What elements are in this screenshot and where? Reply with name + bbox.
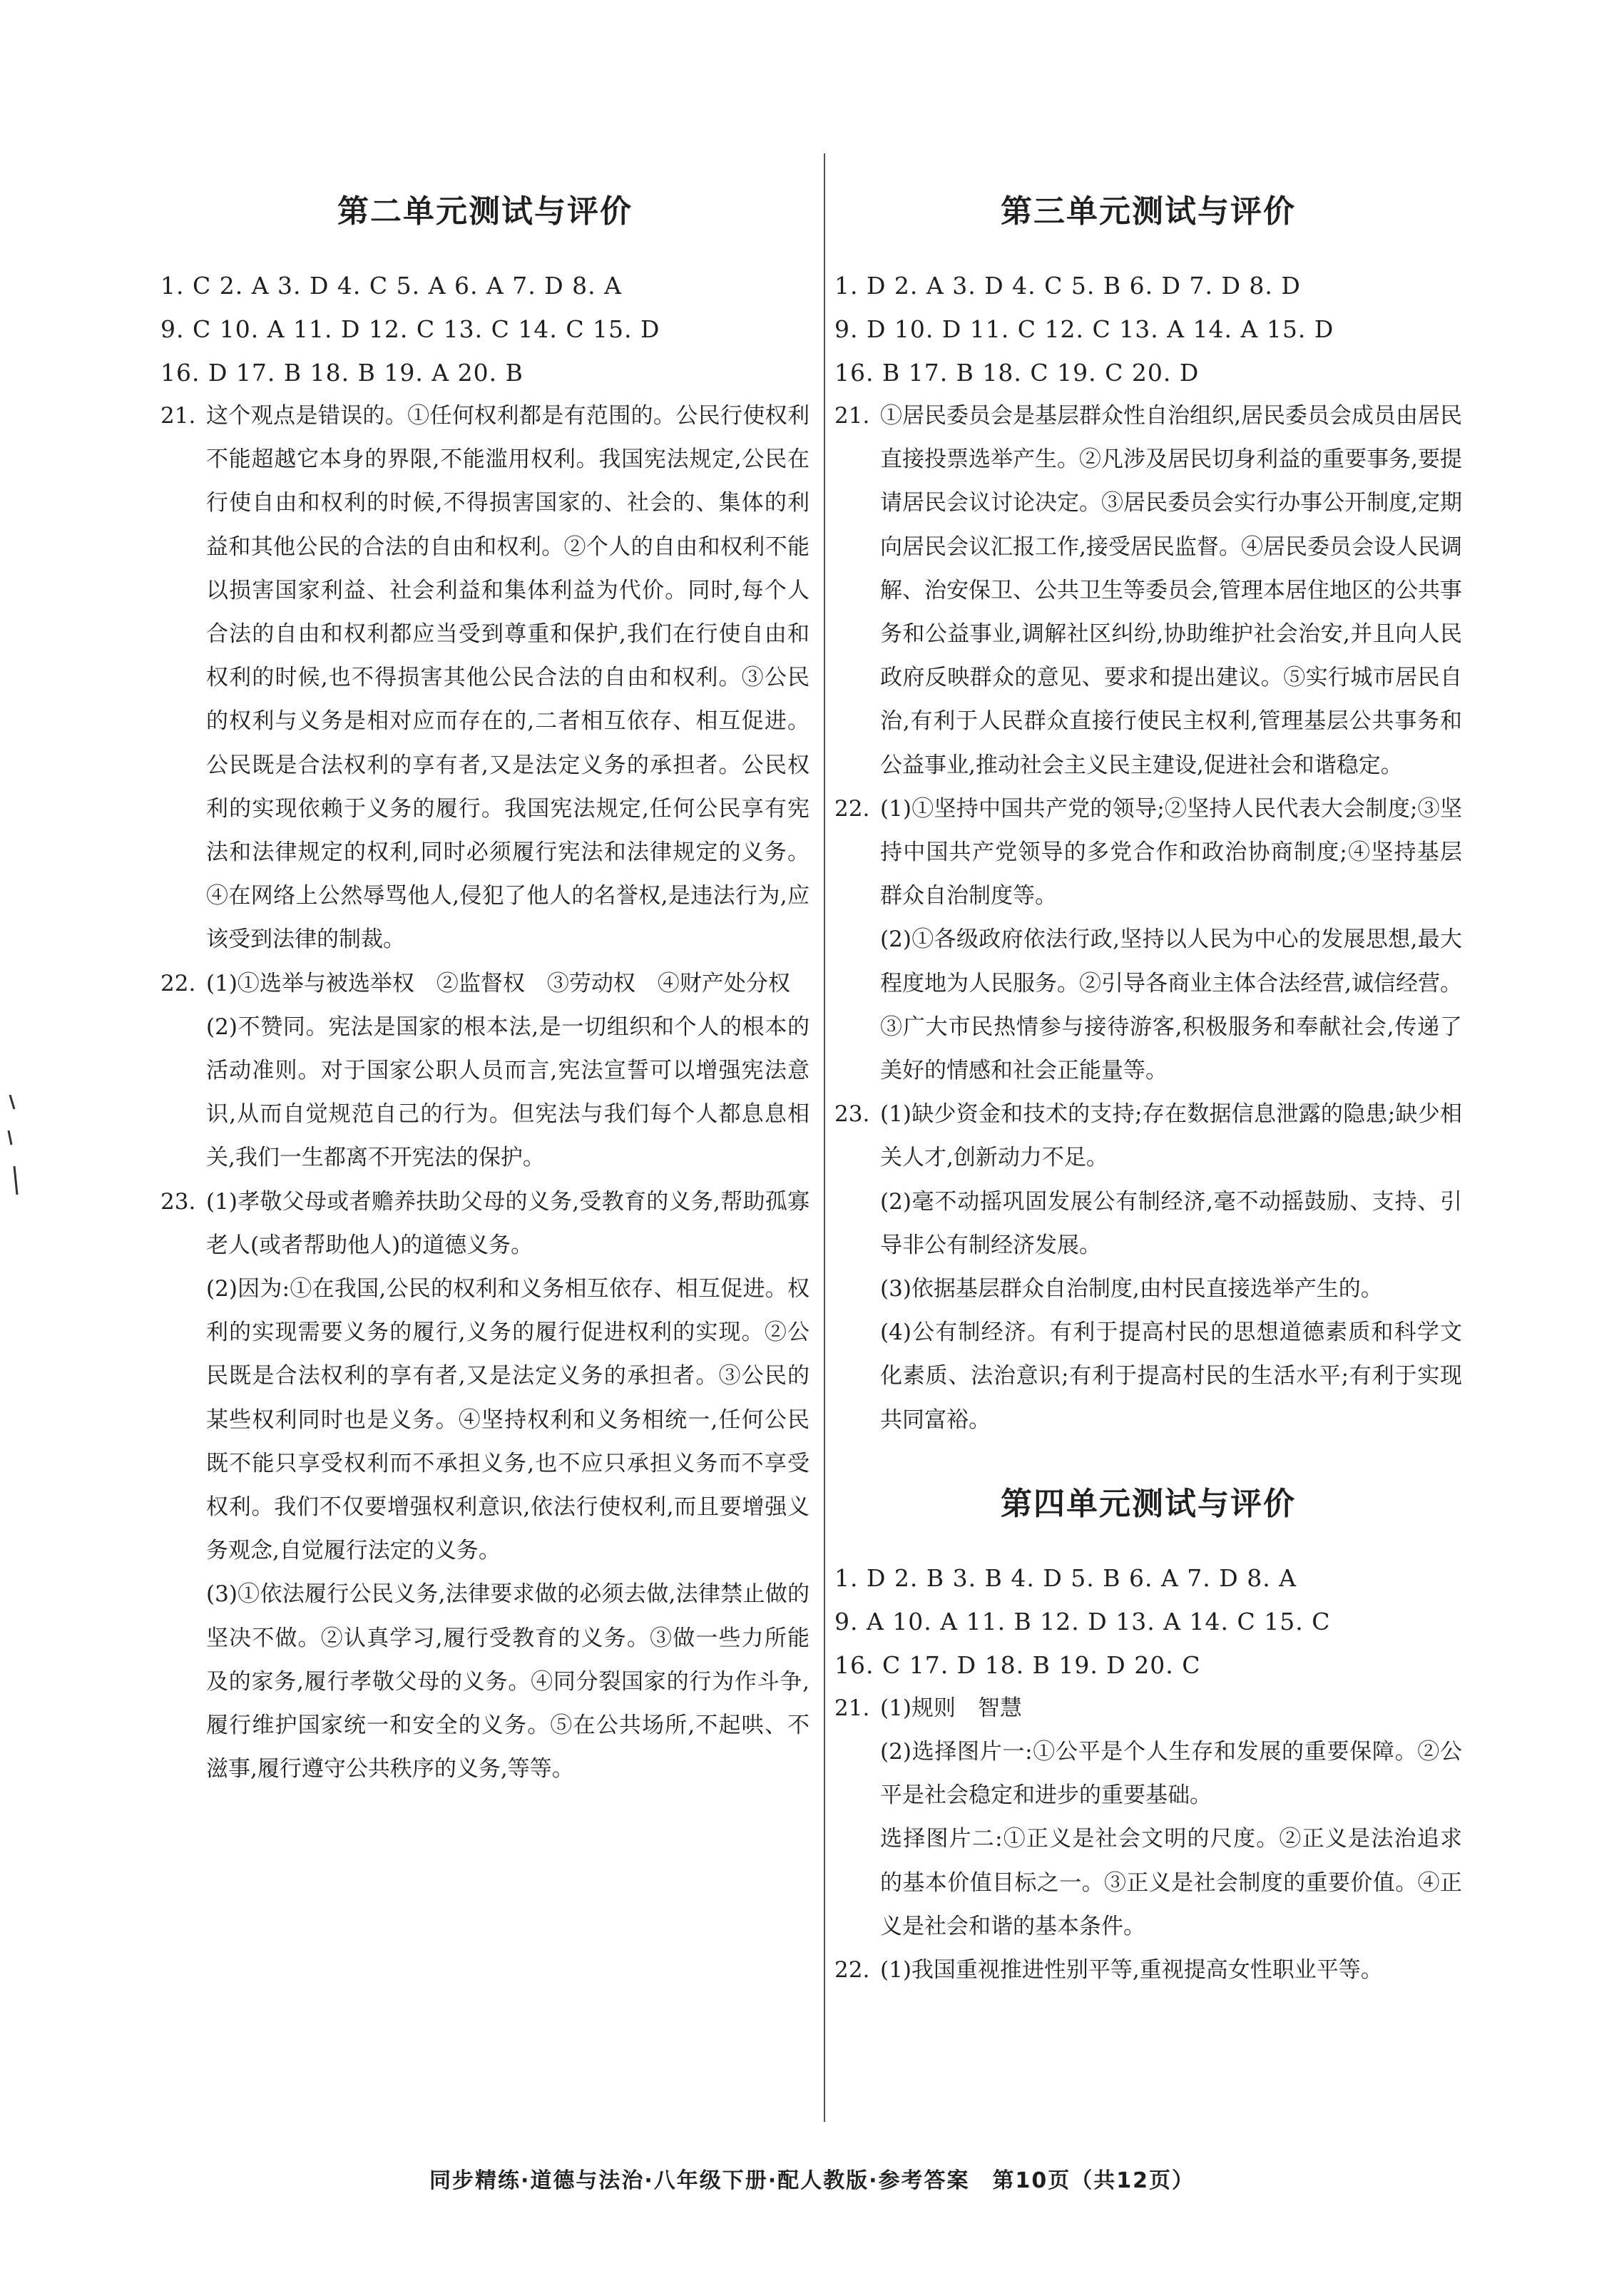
q-answer: 这个观点是错误的。①任何权利都是有范围的。公民行使权利不能超越它本身的界限,不能滥用权利。我国宪法规定,公民在行使自由和权利的时候,不得损害国家的、社会的、集体的利益和其他公民的合法的自由和权利。②个人的自由和权利不能以损害国家利益、社会利益和集体利益为代价。同时,每个人合法的自由和权利都应当受到尊重和保护,我们在行使自由和权利的时候,也不得损害其他公民合法的自由和权利。③公民的权利与义务是相对应而存在的,二者相互依存、相互促进。公民既是合法权利的享有者,又是法定义务的承担者。公民权利的实现依赖于义务的履行。我国宪法规定,任何公民享有宪法和法律规定的权利,同时必须履行宪法和法律规定的义务。④在网络上公然辱骂他人,侵犯了他人的名誉权,是违法行为,应该受到法律的制裁。 [206, 403, 810, 953]
q-answer-part-3: (3)①依法履行公民义务,法律要求做的必须去做,法律禁止做的坚决不做。②认真学习,履行受教育的义务。③做一些力所能及的家务,履行孝敬父母的义务。④同分裂国家的行为作斗争,履行维护国家统一和安全的义务。⑤在公共场所,不起哄、不滋事,履行遵守公共秩序的义务,等等。 [206, 1581, 810, 1782]
q-answer-part-2: (2)因为:①在我国,公民的权利和义务相互依存、相互促进。权利的实现需要义务的履行,义务的履行促进权利的实现。②公民既是合法权利的享有者,又是法定义务的承担者。③公民的某些权利同时也是义务。④坚持权利和义务相统一,任何公民既不能只享受权利而不承担义务,也不应只承担义务而不享受权利。我们不仅要增强权利意识,依法行使权利,而且要增强义务观念,自觉履行法定的义务。 [206, 1276, 810, 1564]
unit3-mc-row-3: 16. B 17. B 18. C 19. C 20. D [834, 359, 1200, 387]
q-number: 22. [160, 970, 196, 996]
unit4-mc-row-3: 16. C 17. D 18. B 19. D 20. C [834, 1650, 1201, 1679]
unit2-mc-row-3: 16. D 17. B 18. B 19. A 20. B [160, 359, 524, 387]
q-answer-part-2: (2)①各级政府依法行政,坚持以人民为中心的发展思想,最大程度地为人民服务。②引导各商业主体合法经营,诚信经营。③广大市民热情参与接待游客,积极服务和奉献社会,传递了美好的情感和社会正能量等。 [880, 927, 1462, 1084]
section-gap [834, 1442, 1462, 1471]
unit4-q22 [834, 1949, 1462, 1992]
unit3-mc-row-2: 9. D 10. D 11. C 12. C 13. A 14. A 15. D [834, 315, 1334, 343]
q-answer-part-1: (1)①坚持中国共产党的领导;②坚持人民代表大会制度;③坚持中国共产党领导的多党合作和政治协商制度;④坚持基层群众自治制度等。 [880, 795, 1462, 909]
unit2-title: 第二单元测试与评价 [337, 193, 633, 230]
unit4-mc-row-2: 9. A 10. A 11. B 12. D 13. A 14. C 15. C [834, 1607, 1331, 1635]
unit3-q23 [834, 1093, 1462, 1180]
q-number: 22. [834, 1957, 870, 1984]
q-number: 21. [834, 403, 870, 429]
unit4-title: 第四单元测试与评价 [1001, 1485, 1296, 1522]
q-answer-part-1: (1)缺少资金和技术的支持;存在数据信息泄露的隐患;缺少相关人才,创新动力不足。 [880, 1101, 1462, 1171]
unit2-mc-row-2: 9. C 10. A 11. D 12. C 13. C 14. C 15. D [160, 315, 660, 343]
unit3-q21 [834, 394, 1462, 787]
q-answer-part-1: (1)①选举与被选举权 ②监督权 ③劳动权 ④财产处分权 [206, 970, 790, 996]
q-answer-part-1: (1)我国重视推进性别平等,重视提高女性职业平等。 [880, 1957, 1383, 1984]
q-answer-part-1: (1)规则 智慧 [880, 1695, 1022, 1721]
right-column [834, 178, 1462, 1992]
q-answer-part-2: (2)选择图片一:①公平是个人生存和发展的重要保障。②公平是社会稳定和进步的重要基础。 [880, 1739, 1462, 1809]
q-answer-part-3: (3)依据基层群众自治制度,由村民直接选举产生的。 [880, 1276, 1383, 1302]
q-number: 23. [834, 1101, 870, 1128]
scan-mark-decoration [4, 1088, 26, 1202]
q-answer-part-2: (2)不赞同。宪法是国家的根本法,是一切组织和个人的根本的活动准则。对于国家公职人员而言,宪法宣誓可以增强宪法意识,从而自觉规范自己的行为。但宪法与我们每个人都息息相关,我们一生都离不开宪法的保护。 [206, 1014, 810, 1171]
q-answer-part-4: (4)公有制经济。有利于提高村民的思想道德素质和科学文化素质、法治意识;有利于提高村民的生活水平;有利于实现共同富裕。 [880, 1320, 1462, 1433]
q-number: 21. [834, 1695, 870, 1721]
unit2-q22 [160, 962, 810, 1006]
unit4-q21 [834, 1687, 1462, 1730]
q-number: 22. [834, 795, 870, 822]
left-column [160, 178, 810, 1792]
unit3-q22 [834, 787, 1462, 919]
column-divider [824, 153, 825, 2122]
unit2-mc-row-1: 1. C 2. A 3. D 4. C 5. A 6. A 7. D 8. A [160, 272, 622, 300]
q-number: 21. [160, 403, 196, 429]
q-answer-part-2: (2)毫不动摇巩固发展公有制经济,毫不动摇鼓励、支持、引导非公有制经济发展。 [880, 1188, 1462, 1258]
unit2-q23 [160, 1180, 810, 1267]
page-footer: 同步精练·道德与法治·八年级下册·配人教版·参考答案 第10页（共12页） [429, 2168, 1195, 2193]
q-number: 23. [160, 1188, 196, 1215]
unit3-title: 第三单元测试与评价 [1001, 193, 1296, 230]
q-answer-part-1: (1)孝敬父母或者赡养扶助父母的义务,受教育的义务,帮助孤寡老人(或者帮助他人)的道德义务。 [206, 1188, 810, 1258]
unit3-mc-row-1: 1. D 2. A 3. D 4. C 5. B 6. D 7. D 8. D [834, 272, 1301, 300]
q-answer-part-3: 选择图片二:①正义是社会文明的尺度。②正义是法治追求的基本价值目标之一。③正义是社会制度的重要价值。④正义是社会和谐的基本条件。 [880, 1826, 1462, 1939]
unit2-q21 [160, 394, 810, 962]
q-answer: ①居民委员会是基层群众性自治组织,居民委员会成员由居民直接投票选举产生。②凡涉及居民切身利益的重要事务,要提请居民会议讨论决定。③居民委员会实行办事公开制度,定期向居民会议汇报工作,接受居民监督。④居民委员会设人民调解、治安保卫、公共卫生等委员会,管理本居住地区的公共事务和公益事业,调解社区纠纷,协助维护社会治安,并且向人民政府反映群众的意见、要求和提出建议。⑤实行城市居民自治,有利于人民群众直接行使民主权利,管理基层公共事务和公益事业,推动社会主义民主建设,促进社会和谐稳定。 [880, 403, 1462, 778]
unit4-mc-row-1: 1. D 2. B 3. B 4. D 5. B 6. A 7. D 8. A [834, 1563, 1297, 1592]
